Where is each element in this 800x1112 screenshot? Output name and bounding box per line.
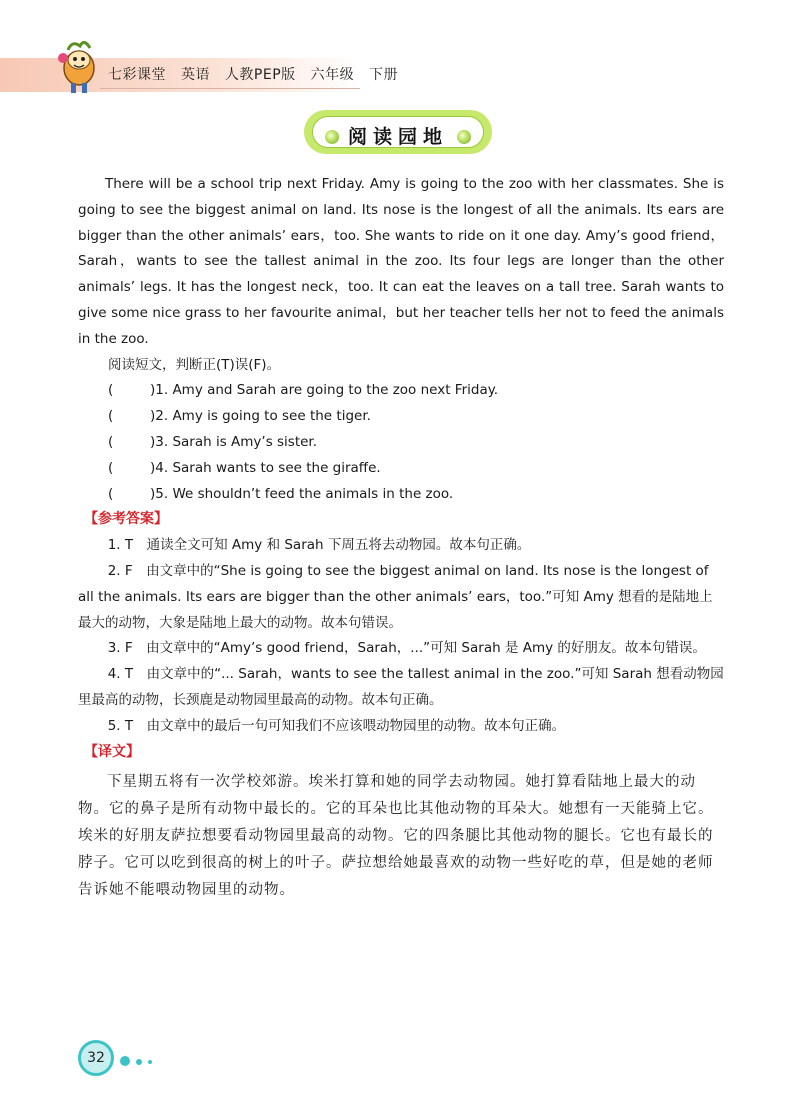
page-content [78, 172, 724, 904]
question-item [78, 378, 724, 404]
edition-name: 人教PEP版 [224, 67, 296, 83]
question-text: )4. Sarah wants to see the giraffe. [150, 459, 381, 476]
translation-text: 下星期五将有一次学校郊游。埃米打算和她的同学去动物园。她打算看陆地上最大的动物。它的鼻子是所有动物中最长的。它的耳朵也比其他动物的耳朵大。她想有一天能骑上它。埃米的好朋友萨拉想要看动物园里最高的动物。它的四条腿比其他动物的腿长。它也有最长的脖子。它可以吃到很高的树上的叶子。萨拉想给她最喜欢的动物一些好吃的草，但是她的老师告诉她不能喂动物园里的动物。 [78, 774, 714, 899]
volume-name: 下册 [369, 67, 399, 83]
question-list [78, 378, 724, 507]
answer-item: 1. T 通读全文可知 Amy 和 Sarah 下周五将去动物园。故本句正确。 [107, 537, 531, 554]
answer-item: 3. F 由文章中的“Amy’s good friend，Sarah，...”可知 Sarah 是 Amy 的好朋友。故本句错误。 [107, 640, 706, 657]
series-name: 七彩课堂 [108, 67, 166, 83]
page-number: 32 [78, 1040, 114, 1076]
decor-dot-icon [136, 1059, 142, 1065]
answer-blank[interactable]: ( [108, 485, 114, 502]
answer-blank[interactable]: ( [108, 382, 114, 399]
section-title-badge [304, 110, 492, 154]
answers-heading: 【参考答案】 [84, 511, 168, 528]
decor-dot-icon [148, 1060, 152, 1064]
answer-item: 5. T 由文章中的最后一句可知我们不应该喂动物园里的动物。故本句正确。 [107, 717, 566, 734]
grade-name: 六年级 [310, 67, 355, 83]
answer-blank[interactable]: ( [108, 459, 114, 476]
section-title: 阅读园地 [347, 126, 448, 148]
answer-blank[interactable]: ( [108, 433, 114, 450]
question-text: )5. We shouldn’t feed the animals in the zoo. [150, 485, 454, 502]
instruction: 阅读短文，判断正(T)误(F)。 [108, 356, 281, 373]
question-item [78, 430, 724, 456]
answer-blank[interactable]: ( [108, 408, 114, 425]
question-text: )1. Amy and Sarah are going to the zoo next Friday. [150, 382, 499, 399]
question-item [78, 404, 724, 430]
mascot-icon [54, 38, 104, 96]
book-header [108, 64, 408, 84]
subject-name: 英语 [180, 67, 210, 83]
section-title-inner [312, 116, 484, 148]
answer-item: 4. T 由文章中的“... Sarah，wants to see the tallest animal in the zoo.”可知 Sarah 想看动物园里最高的动物，长颈鹿是动物园里最高的动物。故本句正确。 [78, 666, 724, 708]
header-rule [100, 88, 360, 89]
answer-item: 2. F 由文章中的“She is going to see the biggest animal on land. Its nose is the longest of all the animals. Its ears are bigger than the other animals’ ears，too.”可知 Amy 想看的是陆地上最大的动物，大象是陆地上最大的动物。故本句错误。 [78, 562, 713, 631]
green-dot-icon [457, 130, 471, 144]
question-text: )2. Amy is going to see the tiger. [150, 408, 371, 425]
translation-heading: 【译文】 [84, 743, 140, 760]
question-text: )3. Sarah is Amy’s sister. [150, 433, 318, 450]
reading-passage: There will be a school trip next Friday. Amy is going to the zoo with her classmates. She is going to see the biggest animal on land. Its nose is the longest of all the animals. Its ears are bigger than the other animals’ ears，too. She wants to ride on it one day. Amy’s good friend，Sarah，wants to see the tallest animal in the zoo. Its four legs are longer than the other animals’ legs. It has the longest neck，too. It can eat the leaves on a tall tree. Sarah wants to give some nice grass to her favourite animal，but her teacher tells her not to feed the animals in the zoo. [78, 176, 724, 347]
question-item [78, 482, 724, 508]
question-item [78, 456, 724, 482]
decor-dot-icon [120, 1056, 130, 1066]
